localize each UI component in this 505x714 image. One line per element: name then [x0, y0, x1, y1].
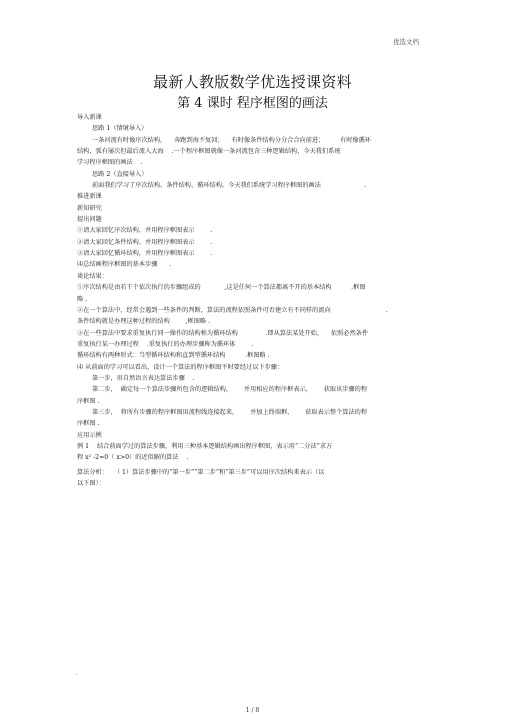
header-tag: 优选文档 — [393, 38, 419, 46]
paragraph-line: 学习程序框图的画法 . — [77, 159, 143, 167]
step-line: 序框图 . — [77, 420, 100, 428]
paragraph-line: ⑷ 从前面的学习可以看出，设计一个算法的程序框图平时要经过以下步骤： — [77, 363, 284, 371]
question-item: ③请大家回忆循环结构，并用程序框图表示 . — [77, 250, 213, 258]
paragraph-line: ③在一些算法中要求重复执行同一操作的结构称为循环结构 .即从算法某处开始， 依照必然条件 — [77, 329, 369, 337]
paragraph-line: 一条河流有时像序次结构， 奔跑到海不复回； 有时像条件结构分分合合向前进； 有时像循环 — [92, 136, 371, 144]
paragraph-line: ②在一个算法中，经常会遇到一些条件的判断，算法的流程依照条件可否建立有不同样的流向 . — [77, 306, 388, 314]
section-heading: 新知研究 — [77, 204, 102, 212]
lesson-subtitle: 第 4 课时 程序框图的画法 — [177, 96, 328, 111]
paragraph-line: 循环结构有两种形式：当型循环结构和直到型循环结构 .框图略 . — [77, 352, 270, 360]
document-title: 最新人教版数学优选授课资料 — [153, 73, 352, 91]
question-item: ②请大家回忆条件结构，并用程序框图表示 . — [77, 238, 213, 246]
section-heading: 导入新课 — [77, 114, 102, 121]
section-heading: 提出问题 — [77, 216, 102, 224]
paragraph-line: 重复执行某一办理过程 .重复执行的办理步骤称为循环体 . — [77, 340, 254, 348]
section-heading: 谈论结果： — [77, 272, 108, 280]
analysis-line: 以下图）： — [77, 480, 105, 487]
section-heading: 应用示例 — [77, 431, 102, 439]
step-line: 第三步， 将所有步骤的程序框图用流程线连接起来， 并加上终端框， 获取表示整个算法的程 — [92, 408, 368, 416]
page-number: 1 / 8 — [245, 707, 260, 714]
step-line: 第一步，用自然语言表达算法步骤 . — [92, 374, 195, 382]
paragraph-line: 前面我们学习了序次结构、条件结构、循环结构，今天我们系统学习程序框图的画法 . — [92, 182, 367, 190]
document-body — [77, 112, 432, 489]
section-heading: 推进新课 — [77, 193, 102, 201]
analysis-line: 算法分析： （ 1）算法步骤中的“第一步”“第二步”和“第三步”可以用序次结构来表示（以 — [77, 468, 325, 476]
example-line: 程 x² -2=0（ x>0）的近似解的算法 . — [77, 454, 189, 462]
paragraph-line: 条件结构就是办理这种过程的结构 ,框图略 . — [77, 318, 211, 326]
step-line: 序框图 . — [77, 397, 100, 405]
paragraph-line: 思路 1（情境导入） — [92, 125, 148, 133]
step-line: 第二步， 确定每一个算法步骤所包含的逻辑结构， 并用相应的程序框表示， 获取该步骤的程 — [92, 386, 368, 394]
paragraph-line: 思路 2（直接导入） — [92, 170, 148, 178]
stray-dot: . — [76, 670, 78, 677]
paragraph-line: 结构，弧有屡次但最后流入大海 .一个程序框图就像一条河流包含三种逻辑结构，今天我们系统 — [77, 148, 341, 156]
example-line: 例 1 结合前面学过的算法步骤，利用三种基本逻辑结构画出程序框图，表示用“二分法”求方 — [77, 442, 333, 450]
question-item: ①请大家回忆序次结构，并用程序框图表示 . — [77, 227, 213, 235]
question-item: ⑷总结画程序框图的基本步骤 . — [77, 261, 172, 269]
paragraph-line: 略 . — [77, 295, 88, 303]
paragraph-line: ①序次结构是由若干个依次执行的步骤组成的 ,这是任何一个算法都离不开的基本结构 .框图 — [77, 284, 366, 292]
